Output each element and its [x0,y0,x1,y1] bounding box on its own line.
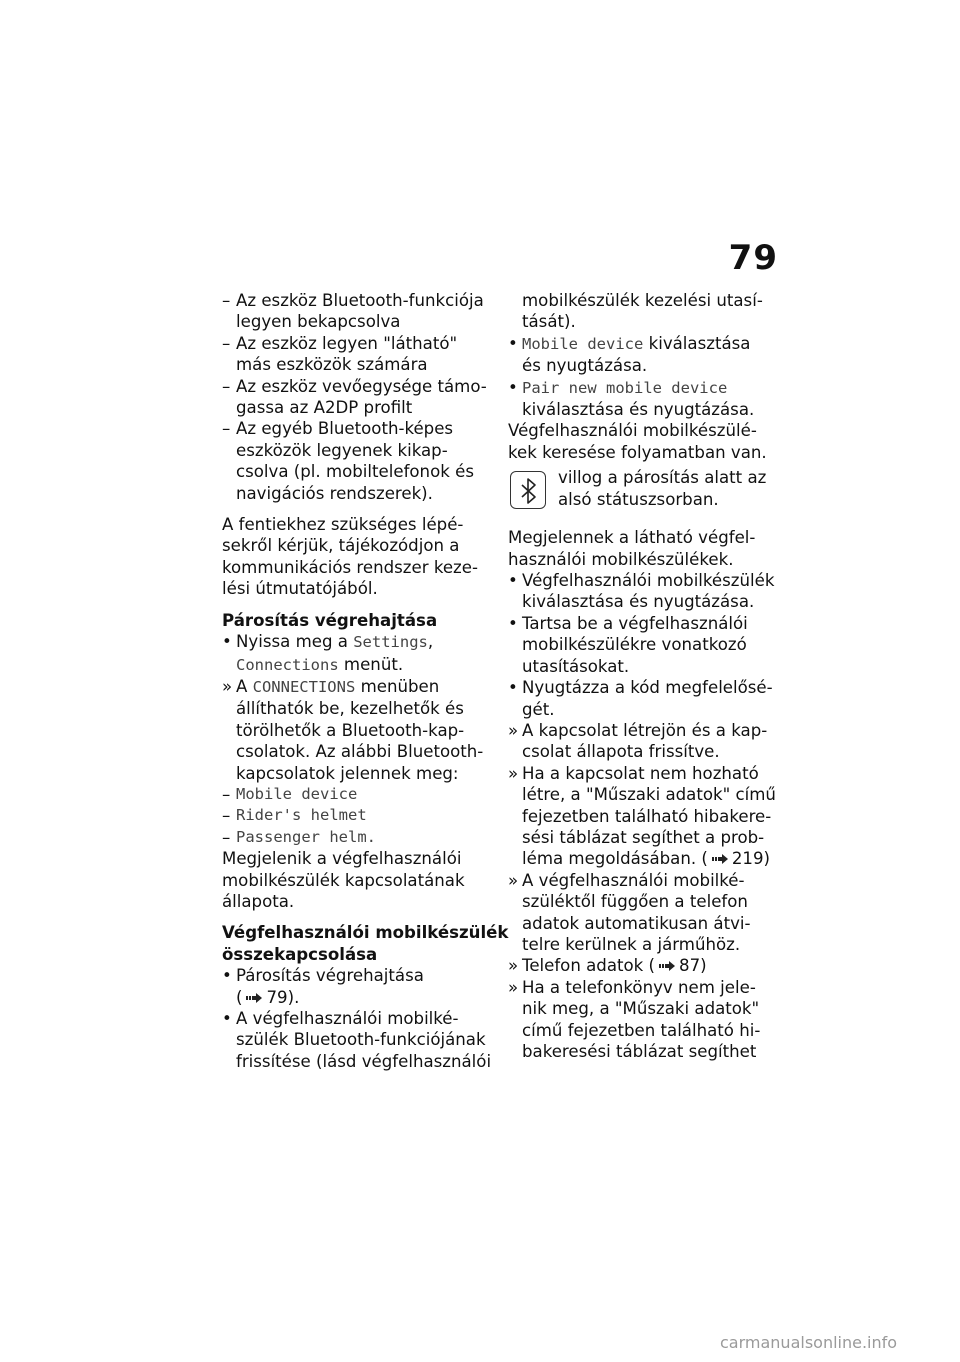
step-item: • Tartsa be a végfelhasználói mobilkészülékre vonatkozó utasításokat. [508,613,748,676]
result-item: » Ha a telefonkönyv nem jele- nik meg, a "Műszaki adatok" című fejezetben található hi- bakeresési táblázat segíthet [508,977,761,1061]
bluetooth-icon [510,471,546,509]
dash-marker: – [222,827,231,847]
bullet-marker: • [508,571,518,591]
dash-marker: – [222,291,231,310]
dash-marker: – [222,333,231,353]
dash-marker: – [222,419,231,439]
step-item: • Nyugtázza a kód megfelelősé- gét. [508,678,773,719]
intro-paragraph: A fentiekhez szükséges lépé- sekről kérjük, tájékozódjon a kommunikációs rendszer keze- lési útmutatójából. [222,515,478,599]
step-item: • Nyissa meg a Settings, Connections menüt. [222,632,434,674]
requirement-item: – Az eszköz legyen "látható" más eszközök számára [222,333,458,375]
step-item: • A végfelhasználói mobilké- szülék Bluetooth-funkciójának frissítése (lásd végfelhasználói [222,1009,492,1071]
section-heading-pairing: Párosítás végrehajtása [222,610,438,630]
bullet-marker: • [222,966,232,986]
step-item: • Mobile device kiválasztása és nyugtázása. [508,333,751,376]
right-column [508,290,780,1062]
appear-paragraph: Megjelennek a látható végfel- használói mobilkészülékek. [508,528,756,569]
result-item: » Telefon adatok ( 87) [508,956,707,976]
result-item: » Ha a kapcsolat nem hozható létre, a "Műszaki adatok" című fejezetben található hibakere- sési táblázat segíthet a prob- léma megoldásában. ( 219) [508,763,776,869]
result-marker: » [508,977,519,997]
menu-code: Settings [353,633,428,652]
bullet-marker: • [222,632,232,652]
dash-marker: – [222,376,231,396]
page-reference-icon [242,987,266,1008]
result-item: » A CONNECTIONS menüben állíthatók be, kezelhetők és törölhetők a Bluetooth-kap- csolatok. Az alábbi Bluetooth- kapcsolatok jelennek meg: [222,676,484,783]
watermark: carmanualsonline.info [720,1333,898,1352]
step-item: • Párosítás végrehajtása ( 79). [222,966,424,1007]
menu-code: Mobile device [522,334,644,353]
menu-code: Pair new mobile device [522,378,728,397]
dash-marker: – [222,806,231,826]
connection-list-item: – Rider's helmet [222,806,367,826]
bullet-marker: • [508,377,518,397]
step-item: • Pair new mobile device kiválasztása és nyugtázása. [508,377,755,420]
result-marker: » [508,956,519,976]
step-item: • Végfelhasználói mobilkészülék kiválasztása és nyugtázása. [508,571,775,612]
left-column [222,290,509,1072]
result-item: » A kapcsolat létrejön és a kap- csolat állapota frissítve. [508,720,768,762]
search-paragraph: Végfelhasználói mobilkészülé- kek keresése folyamatban van. [508,421,767,462]
requirement-item: – Az eszköz Bluetooth-funkciója legyen bekapcsolva [222,291,484,332]
bullet-marker: • [508,613,518,633]
menu-code: Connections [236,655,339,674]
page-reference-icon [708,848,732,869]
requirement-item: – Az eszköz vevőegysége támo- gassa az A2DP profilt [222,376,487,418]
result-item: » A végfelhasználói mobilké- szüléktől függően a telefon adatok automatikusan átvi- telre kerülnek a járműhöz. [508,870,751,954]
dash-marker: – [222,784,231,804]
continued-text: mobilkészülék kezelési utasí- tását). [522,291,763,332]
menu-code: CONNECTIONS [252,677,356,696]
bullet-marker: • [508,333,518,353]
bullet-marker: • [222,1009,232,1028]
result-marker: » [508,720,519,740]
page-reference-icon [655,955,679,976]
result-marker: » [508,870,519,890]
result-marker: » [508,763,519,783]
bluetooth-status-row: villog a párosítás alatt az alsó státuszsorban. [508,469,780,517]
result-marker: » [222,676,233,696]
section-heading-connect: Végfelhasználói mobilkészülék összekapcsolása [222,923,509,964]
status-paragraph: Megjelenik a végfelhasználói mobilkészülék kapcsolatának állapota. [222,849,465,911]
bullet-marker: • [508,678,518,698]
connection-list-item: – Mobile device [222,784,358,804]
page-number: 79 [728,238,778,278]
connection-list-item: – Passenger helm. [222,827,376,847]
requirement-item: – Az egyéb Bluetooth-képes eszközök legyenek kikap- csolva (pl. mobiltelefonok és navigációs rendszerek). [222,419,474,503]
